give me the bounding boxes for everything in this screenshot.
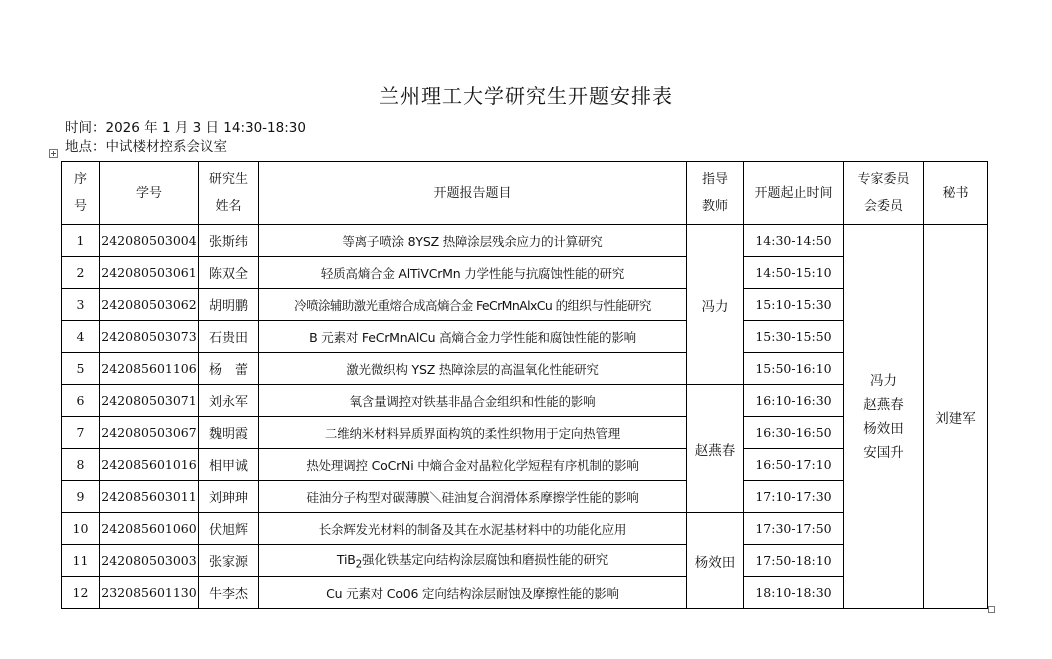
header-time: 开题起止时间: [744, 162, 844, 225]
row-index: 5: [62, 353, 100, 385]
row-time: 16:30-16:50: [744, 417, 844, 449]
row-topic: 等离子喷涂 8YSZ 热障涂层残余应力的计算研究: [259, 225, 687, 257]
row-student-name: 张家源: [199, 545, 259, 577]
table-resize-handle-icon[interactable]: [988, 606, 995, 613]
expert-name: 赵燕春: [863, 396, 904, 413]
row-topic: TiB$_2$强化铁基定向结构涂层腐蚀和磨损性能的研究: [259, 545, 687, 577]
row-student-id: 242085603011: [100, 481, 199, 513]
row-topic: 轻质高熵合金 AlTiVCrMn 力学性能与抗腐蚀性能的研究: [259, 257, 687, 289]
row-student-id: 232085601130: [100, 577, 199, 609]
row-index: 2: [62, 257, 100, 289]
row-topic: 硅油分子构型对碳薄膜＼硅油复合润滑体系摩擦学性能的影响: [259, 481, 687, 513]
advisor-cell: 赵燕春: [687, 385, 744, 513]
expert-name: 杨效田: [863, 420, 904, 437]
row-student-id: 242080503061: [100, 257, 199, 289]
row-student-name: 刘永军: [199, 385, 259, 417]
row-topic: B 元素对 FeCrMnAlCu 高熵合金力学性能和腐蚀性能的影响: [259, 321, 687, 353]
row-student-id: 242085601106: [100, 353, 199, 385]
row-index: 7: [62, 417, 100, 449]
header-topic: 开题报告题目: [259, 162, 687, 225]
schedule-time: 时间：2026 年 1 月 3 日 14:30-18:30: [65, 120, 306, 136]
row-topic: 氧含量调控对铁基非晶合金组织和性能的影响: [259, 385, 687, 417]
row-index: 1: [62, 225, 100, 257]
row-student-name: 刘珅珅: [199, 481, 259, 513]
row-student-name: 伏旭辉: [199, 513, 259, 545]
row-student-id: 242080503067: [100, 417, 199, 449]
row-index: 6: [62, 385, 100, 417]
header-student-id: 学号: [100, 162, 199, 225]
row-time: 15:30-15:50: [744, 321, 844, 353]
advisor-cell: 杨效田: [687, 513, 744, 609]
row-topic: 长余辉发光材料的制备及其在水泥基材料中的功能化应用: [259, 513, 687, 545]
row-student-name: 胡明鹏: [199, 289, 259, 321]
row-student-name: 石贵田: [199, 321, 259, 353]
row-student-name: 相甲诚: [199, 449, 259, 481]
row-student-name: 魏明霞: [199, 417, 259, 449]
row-time: 16:10-16:30: [744, 385, 844, 417]
row-student-id: 242080503071: [100, 385, 199, 417]
header-experts: 专家委员 会委员: [844, 162, 924, 225]
row-time: 15:10-15:30: [744, 289, 844, 321]
row-student-name: 陈双全: [199, 257, 259, 289]
row-topic: Cu 元素对 Co06 定向结构涂层耐蚀及摩擦性能的影响: [259, 577, 687, 609]
expert-name: 安国升: [863, 444, 904, 461]
row-time: 16:50-17:10: [744, 449, 844, 481]
row-time: 15:50-16:10: [744, 353, 844, 385]
row-topic: 激光微织构 YSZ 热障涂层的高温氧化性能研究: [259, 353, 687, 385]
row-student-id: 242080503073: [100, 321, 199, 353]
row-time: 17:50-18:10: [744, 545, 844, 577]
schedule-location: 地点：中试楼材控系会议室: [65, 139, 227, 155]
header-student-name: 研究生 姓名: [199, 162, 259, 225]
table-header-row: [62, 162, 988, 225]
row-time: 17:30-17:50: [744, 513, 844, 545]
row-topic: 冷喷涂辅助激光重熔合成高熵合金 FeCrMnAlxCu 的组织与性能研究: [259, 289, 687, 321]
row-time: 18:10-18:30: [744, 577, 844, 609]
advisor-cell: 冯力: [687, 225, 744, 385]
row-index: 10: [62, 513, 100, 545]
table-move-handle-icon[interactable]: [49, 149, 58, 158]
row-student-id: 242080503062: [100, 289, 199, 321]
row-topic: 热处理调控 CoCrNi 中熵合金对晶粒化学短程有序机制的影响: [259, 449, 687, 481]
row-time: 14:30-14:50: [744, 225, 844, 257]
secretary-cell: 刘建军: [924, 225, 988, 609]
row-index: 12: [62, 577, 100, 609]
row-student-name: 牛李杰: [199, 577, 259, 609]
row-topic: 二维纳米材料异质界面构筑的柔性织物用于定向热管理: [259, 417, 687, 449]
row-time: 14:50-15:10: [744, 257, 844, 289]
row-index: 3: [62, 289, 100, 321]
row-student-name: 杨 蕾: [199, 353, 259, 385]
header-advisor: 指导 教师: [687, 162, 744, 225]
table-row: [62, 225, 988, 257]
row-index: 11: [62, 545, 100, 577]
experts-cell: [844, 225, 924, 609]
row-student-id: 242080503003: [100, 545, 199, 577]
row-index: 8: [62, 449, 100, 481]
row-student-id: 242080503004: [100, 225, 199, 257]
header-secretary: 秘书: [924, 162, 988, 225]
row-student-id: 242085601060: [100, 513, 199, 545]
row-index: 4: [62, 321, 100, 353]
row-time: 17:10-17:30: [744, 481, 844, 513]
row-student-name: 张斯纬: [199, 225, 259, 257]
row-index: 9: [62, 481, 100, 513]
document-title: 兰州理工大学研究生开题安排表: [379, 84, 673, 108]
header-index: 序 号: [62, 162, 100, 225]
expert-name: 冯力: [870, 372, 897, 389]
schedule-table: [61, 161, 988, 609]
row-student-id: 242085601016: [100, 449, 199, 481]
